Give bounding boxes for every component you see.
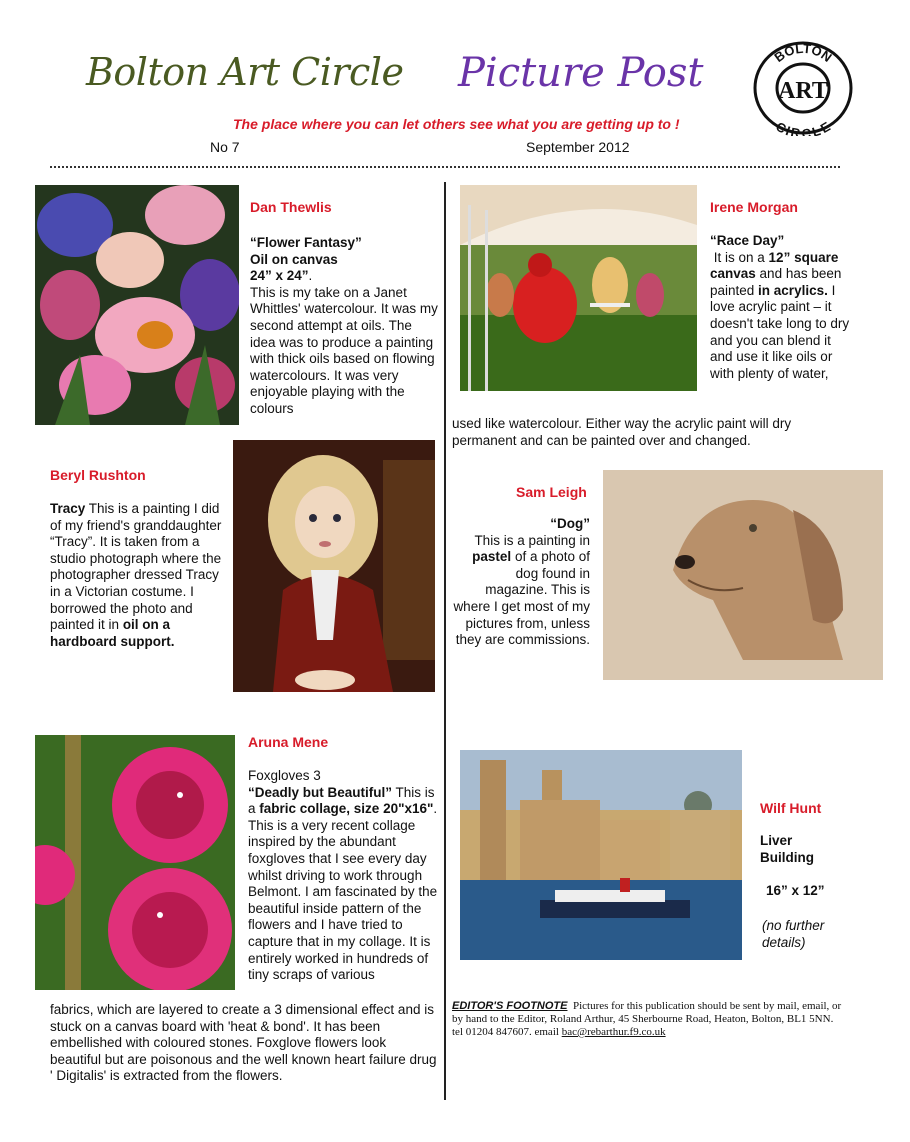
artwork-note-wilf: (no further details) — [762, 918, 825, 950]
race-day-painting — [460, 185, 697, 391]
issue-date: September 2012 — [526, 139, 630, 155]
editor-email-link[interactable]: bac@rebarthur.f9.co.uk — [561, 1026, 666, 1038]
artist-name-wilf: Wilf Hunt — [760, 800, 822, 816]
foxgloves-collage — [35, 735, 235, 990]
svg-text:CIRCLE — [773, 119, 833, 136]
bolton-art-circle-logo — [752, 40, 854, 136]
header-divider — [50, 166, 840, 168]
editors-footnote: EDITOR'S FOOTNOTE Pictures for this publication should be sent by mail, email, or by hand to the Editor, Roland Arthur, 45 Sherbourne Road, Heaton, Bolton, BL1 5NN. tel 01204 847607. email bac@rebarthur.f9.co.uk — [452, 1000, 842, 1038]
logo-bottom-text: CIRCLE — [773, 118, 833, 136]
tracy-portrait-painting — [233, 440, 435, 692]
tagline: The place where you can let others see what you are getting up to ! — [233, 116, 680, 132]
artwork-title: “Flower Fantasy” — [250, 235, 362, 250]
entry-irene-text — [710, 233, 850, 382]
artwork-title-liver-building: Liver Building — [760, 833, 814, 865]
logo-top-text: BOLTON — [771, 40, 835, 66]
issue-number: No 7 — [210, 139, 240, 155]
artwork-description: It is on a 12” square canvas and has been painted in acrylics. I love acrylic paint – it doesn't take long to dry and you can blend it and use it like oils or with plenty of water, — [710, 249, 850, 381]
artist-name-beryl: Beryl Rushton — [50, 467, 146, 483]
artwork-title: “Race Day” — [710, 233, 785, 248]
entry-sam-text — [452, 516, 590, 649]
artist-name-sam: Sam Leigh — [516, 484, 587, 500]
entry-beryl-text: Tracy This is a painting I did of my friend's granddaughter “Tracy”. It is taken from a studio photograph where the photographer dressed Tracy in a Victorian costume. I borrowed the photo and painted it in oil on a hardboard support. — [50, 501, 222, 649]
footnote-label: EDITOR'S FOOTNOTE — [452, 1000, 568, 1012]
artwork-title: “Dog” — [550, 516, 590, 531]
artist-name-aruna: Aruna Mene — [248, 734, 329, 750]
artwork-description: “Deadly but Beautiful” This is a fabric collage, size 20"x16". This is a very recent collage inspired by the abundant foxgloves that I see every day whilst driving to work through Belmont. I am fascinated by the beautiful inside pattern of the flowers and I have tried to capture that in my collage. It is entirely worked in hundreds of tiny scraps of various — [248, 784, 438, 983]
entry-irene-continuation: used like watercolour. Either way the acrylic paint will dry permanent and can be painted over and changed. — [452, 416, 792, 448]
circle-title: Bolton Art Circle — [86, 50, 404, 94]
entry-aruna-continuation: fabrics, which are layered to create a 3 dimensional effect and is stuck on a canvas board with 'heat & bond'. It has been embellished with coloured stones. Foxglove flowers look beautiful but are poisonous and the well known heart failure drug ' Digitalis' is extracted from the flowers. — [50, 1002, 437, 1084]
column-divider — [444, 182, 446, 1100]
liver-building-painting — [460, 750, 742, 960]
flower-fantasy-painting — [35, 185, 239, 425]
artwork-size-wilf: 16” x 12” — [766, 883, 825, 898]
newsletter-title: Picture Post — [458, 50, 704, 96]
artist-name-dan: Dan Thewlis — [250, 199, 332, 215]
artwork-description: This is my take on a Janet Whittles' watercolour. It was my second attempt at oils. The idea was to produce a painting with thick oils based on flowing watercolours. It was very enjoyable playing with the colours — [250, 284, 438, 416]
entry-dan-text: “Flower Fantasy” Oil on canvas 24” x 24”. This is my take on a Janet Whittles' watercolour. It was my second attempt at oils. The idea was to produce a painting with thick oils based on flowing watercolours. It was very enjoyable playing with the colours — [250, 235, 440, 418]
artwork-size: 24” x 24” — [250, 268, 309, 284]
artwork-description: This is a painting in pastel of a photo of dog found in magazine. This is where I get most of my pictures from, unless they are commissions. — [453, 532, 590, 648]
artist-name-irene: Irene Morgan — [710, 199, 798, 215]
logo-center-text: ART — [778, 78, 828, 104]
entry-aruna-text: Foxgloves 3 “Deadly but Beautiful” This is a fabric collage, size 20"x16". This is a very recent collage inspired by the abundant foxgloves that I see every day whilst driving to work through Belmont. I am fascinated by the beautiful inside pattern of the flowers and I have tried to capture that in my collage. It is entirely worked in hundreds of tiny scraps of various — [248, 768, 440, 984]
dog-pastel-painting — [603, 470, 883, 680]
artwork-medium: Oil on canvas — [250, 251, 338, 267]
